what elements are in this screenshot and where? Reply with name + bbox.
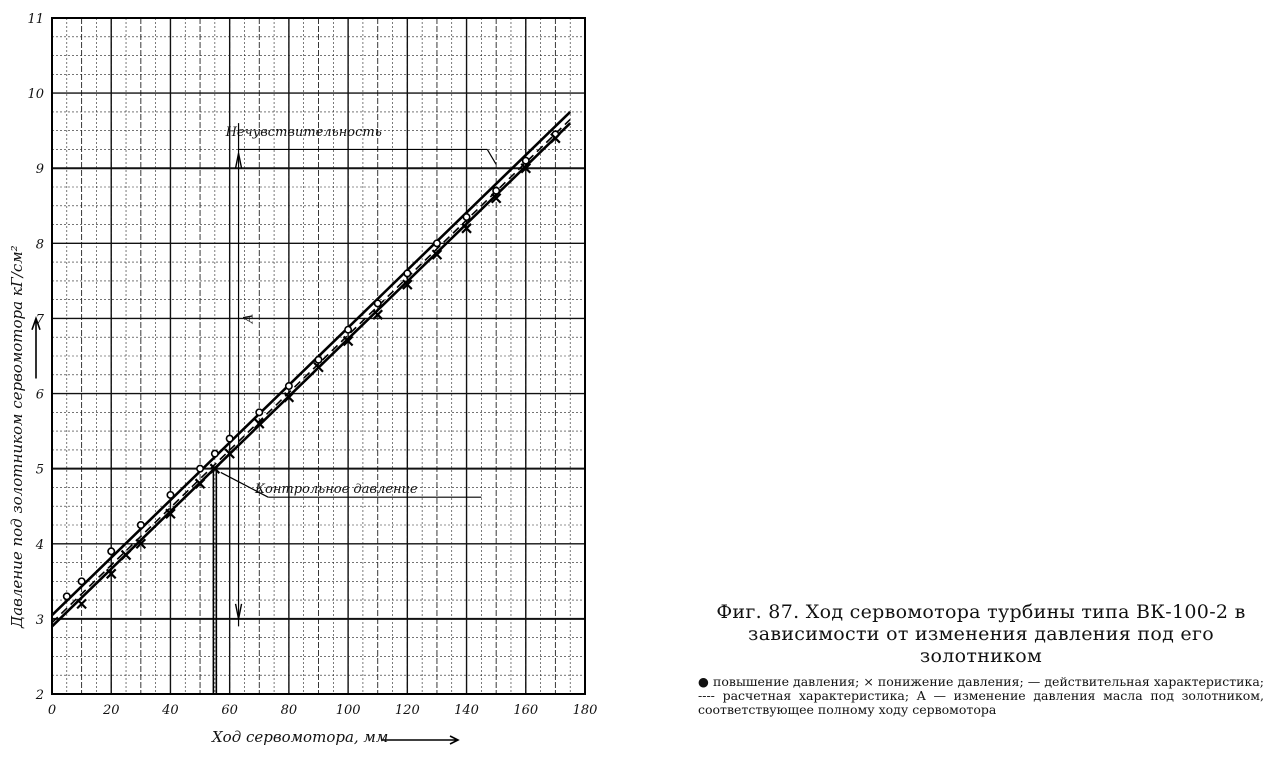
series-line-2 <box>52 112 570 615</box>
x-tick-label: 180 <box>572 703 598 718</box>
y-axis-arrow <box>32 318 40 378</box>
y-tick-label: 7 <box>35 312 44 328</box>
dot-marker <box>375 300 381 306</box>
series-lines <box>52 112 570 627</box>
y-tick-label: 4 <box>35 537 44 553</box>
dot-marker <box>256 409 262 415</box>
y-tick-label: 11 <box>27 12 44 27</box>
x-tick-label: 60 <box>221 703 238 718</box>
figure-caption <box>698 601 1264 717</box>
y-tick-label: 2 <box>35 688 44 703</box>
dot-marker <box>315 357 321 363</box>
y-tick-label: 5 <box>35 462 44 478</box>
y-tick-label: 9 <box>35 162 44 178</box>
dot-marker <box>64 593 70 599</box>
dot-marker <box>463 214 469 220</box>
x-tick-label: 160 <box>513 703 539 718</box>
x-tick-label: 120 <box>394 703 420 718</box>
x-tick-label: 80 <box>280 703 298 718</box>
dot-marker <box>523 158 529 164</box>
annotations <box>32 123 496 744</box>
caption-legend: ● повышение давления; × понижение давления; — действительная характеристика; ---- расчетная характеристика; A — изменение давления масла под золотником, соответствующее полному ходу сервомотора <box>698 674 1264 717</box>
annotation-a: A <box>241 313 257 324</box>
x-axis-arrow <box>382 736 458 744</box>
y-tick-label: 10 <box>27 87 44 103</box>
y-tick-label: 8 <box>35 237 44 253</box>
y-tick-label: 3 <box>35 612 44 628</box>
dot-marker <box>286 383 292 389</box>
x-tick-label: 0 <box>47 703 57 718</box>
dot-marker <box>404 270 410 276</box>
x-tick-label: 140 <box>454 703 479 718</box>
dot-marker <box>226 435 232 441</box>
dot-marker <box>197 465 203 471</box>
x-tick-label: 20 <box>102 703 120 718</box>
x-tick-label: 40 <box>162 703 179 718</box>
caption-title: Фиг. 87. Ход сервомотора турбины типа ВК-100-2 в зависимости от изменения давления под его золотником <box>716 601 1246 667</box>
tick-labels <box>27 12 597 718</box>
dot-marker <box>345 327 351 333</box>
annotation-insensitivity: Нечувствительность <box>225 125 382 141</box>
dot-marker <box>434 240 440 246</box>
x-tick-label: 100 <box>335 703 361 718</box>
y-tick-label: 6 <box>35 387 44 403</box>
dot-marker <box>212 450 218 456</box>
dot-marker <box>138 522 144 528</box>
annotation-control-pressure: Контрольное давление <box>254 481 418 497</box>
x-axis-label: Ход сервомотора, мм <box>212 728 389 746</box>
y-axis-label: Давление под золотником сервомотора кГ/см² <box>8 245 26 628</box>
dot-marker <box>78 578 84 584</box>
dot-marker <box>108 548 114 554</box>
annotation-leader <box>487 149 496 164</box>
dot-marker <box>493 188 499 194</box>
dot-marker <box>167 492 173 498</box>
